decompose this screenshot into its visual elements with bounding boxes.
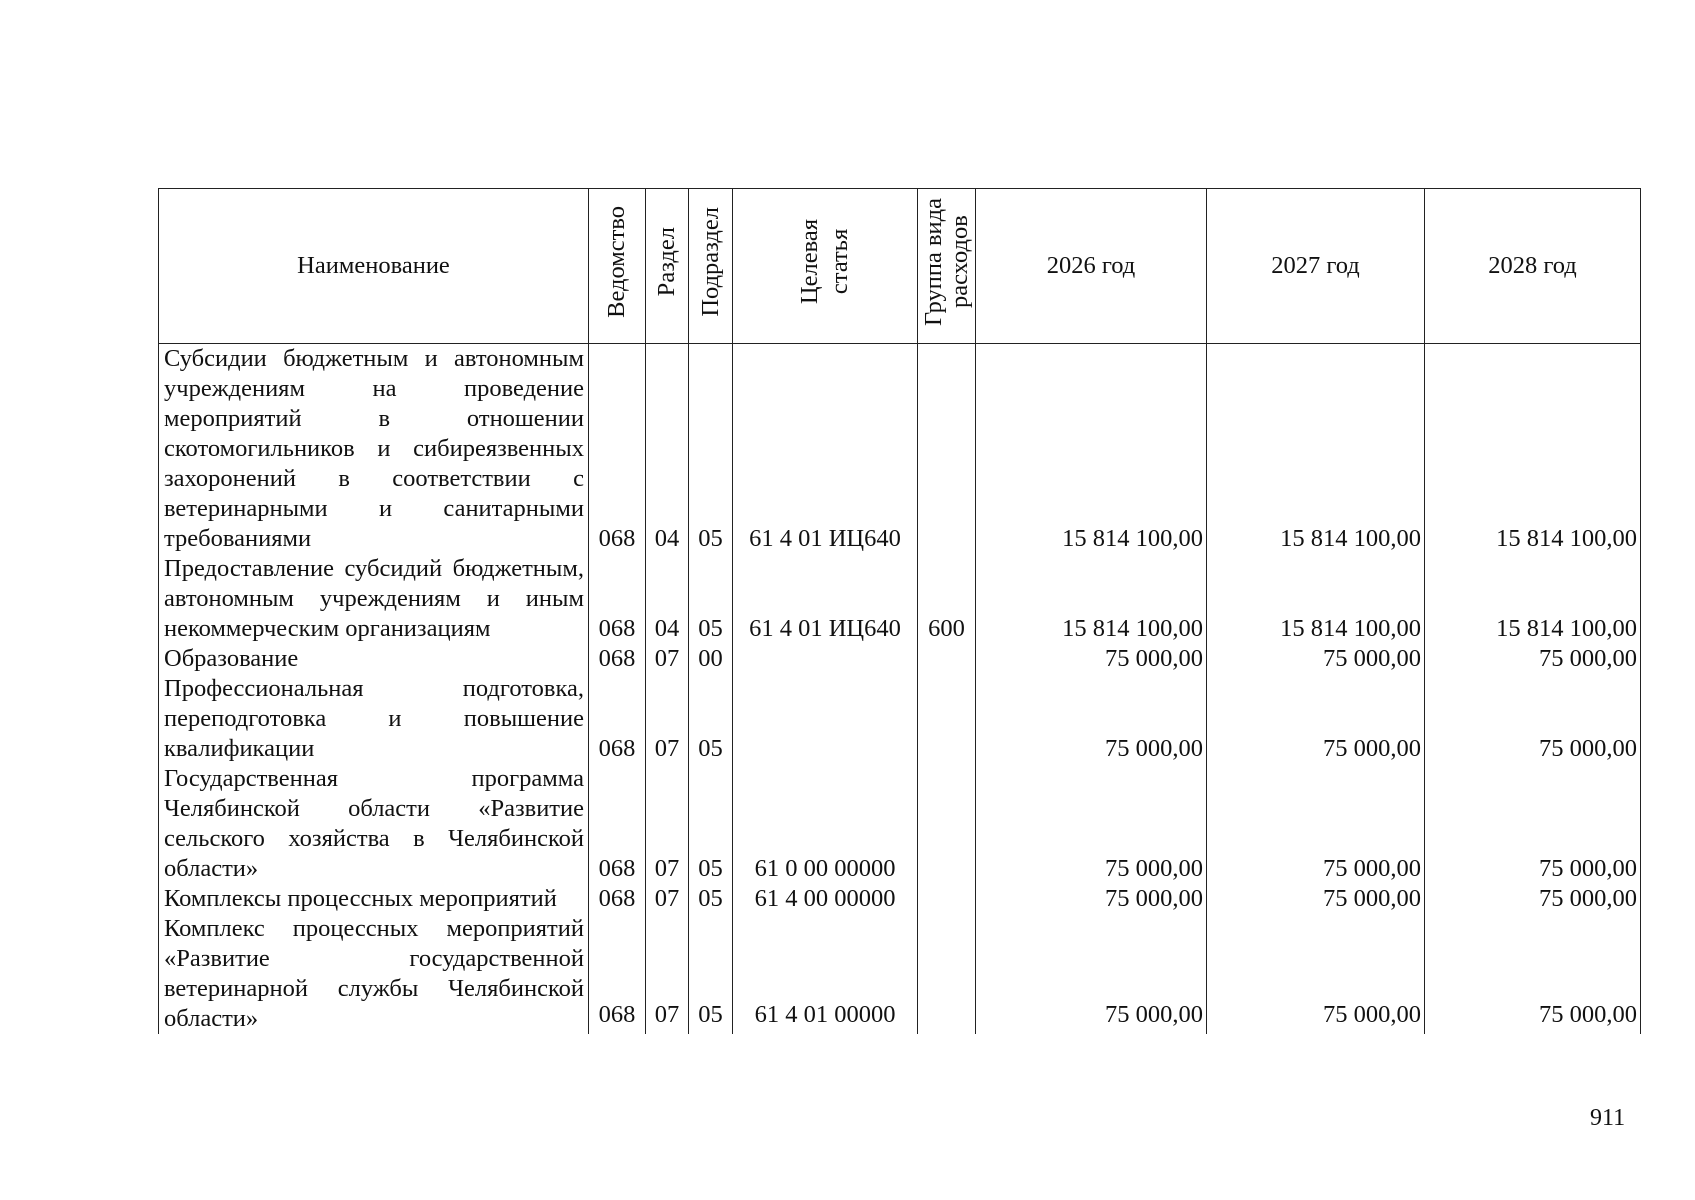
table-row [159,764,1641,884]
row-name: Субсидии бюджетным и автономным учреждениям на проведение мероприятий в отношении скотомогильников и сибиреязвенных захоронений в соответствии с ветеринарными и санитарными требованиями [159,344,589,555]
row-target [733,644,918,674]
row-2028: 15 814 100,00 [1425,344,1641,555]
row-group: 600 [918,554,976,644]
budget-table [158,188,1641,1034]
row-2027: 15 814 100,00 [1207,554,1425,644]
row-subsection: 00 [689,644,733,674]
header-name: Наименование [159,189,589,344]
row-2027: 75 000,00 [1207,884,1425,914]
header-group-label: Группа вида расходов [919,197,973,327]
row-name: Комплексы процессных мероприятий [159,884,589,914]
row-target: 61 0 00 00000 [733,764,918,884]
row-subsection: 05 [689,914,733,1034]
row-2026: 75 000,00 [976,674,1207,764]
row-2028: 75 000,00 [1425,644,1641,674]
row-section: 07 [646,644,689,674]
row-2027: 75 000,00 [1207,644,1425,674]
row-2026: 75 000,00 [976,914,1207,1034]
table-row [159,344,1641,555]
row-subsection: 05 [689,344,733,555]
row-section: 04 [646,554,689,644]
table-row [159,884,1641,914]
row-section: 07 [646,884,689,914]
row-section: 07 [646,914,689,1034]
header-subsection [689,189,733,344]
row-dept: 068 [589,914,646,1034]
row-2026: 15 814 100,00 [976,344,1207,555]
row-group [918,764,976,884]
row-2028: 75 000,00 [1425,674,1641,764]
table-header [159,189,1641,344]
row-subsection: 05 [689,764,733,884]
row-name: Профессиональная подготовка, переподготовка и повышение квалификации [159,674,589,764]
page-number: 911 [1590,1105,1626,1131]
header-subsection-label: Подраздел [696,207,724,317]
row-2026: 75 000,00 [976,644,1207,674]
header-dept-label: Ведомство [603,206,630,318]
row-dept: 068 [589,344,646,555]
row-2028: 75 000,00 [1425,764,1641,884]
row-group [918,914,976,1034]
header-2027: 2027 год [1207,189,1425,344]
table-row [159,644,1641,674]
row-subsection: 05 [689,884,733,914]
row-2028: 75 000,00 [1425,914,1641,1034]
header-2028: 2028 год [1425,189,1641,344]
row-subsection: 05 [689,674,733,764]
row-dept: 068 [589,764,646,884]
header-target-label: Целевая статья [796,219,853,305]
header-section [646,189,689,344]
row-dept: 068 [589,644,646,674]
table-row [159,674,1641,764]
table-body [159,344,1641,1035]
row-group [918,644,976,674]
header-dept [589,189,646,344]
row-group [918,884,976,914]
row-target [733,674,918,764]
row-section: 07 [646,674,689,764]
budget-sheet [158,188,1640,1034]
row-dept: 068 [589,884,646,914]
row-target: 61 4 00 00000 [733,884,918,914]
row-dept: 068 [589,554,646,644]
row-2028: 75 000,00 [1425,884,1641,914]
header-2026: 2026 год [976,189,1207,344]
row-section: 04 [646,344,689,555]
row-2026: 15 814 100,00 [976,554,1207,644]
header-section-label: Раздел [653,227,680,297]
row-name: Образование [159,644,589,674]
header-target [733,189,918,344]
row-group [918,674,976,764]
row-name: Государственная программа Челябинской области «Развитие сельского хозяйства в Челябинской области» [159,764,589,884]
row-target: 61 4 01 00000 [733,914,918,1034]
row-target: 61 4 01 ИЦ640 [733,554,918,644]
row-target: 61 4 01 ИЦ640 [733,344,918,555]
table-row [159,554,1641,644]
row-2027: 75 000,00 [1207,764,1425,884]
row-2026: 75 000,00 [976,764,1207,884]
row-2027: 75 000,00 [1207,914,1425,1034]
header-group [918,189,976,344]
row-section: 07 [646,764,689,884]
row-name: Предоставление субсидий бюджетным, автономным учреждениям и иным некоммерческим организациям [159,554,589,644]
row-2028: 15 814 100,00 [1425,554,1641,644]
row-2027: 15 814 100,00 [1207,344,1425,555]
row-2027: 75 000,00 [1207,674,1425,764]
row-2026: 75 000,00 [976,884,1207,914]
row-dept: 068 [589,674,646,764]
row-subsection: 05 [689,554,733,644]
row-group [918,344,976,555]
row-name: Комплекс процессных мероприятий «Развитие государственной ветеринарной службы Челябинской области» [159,914,589,1034]
table-row [159,914,1641,1034]
